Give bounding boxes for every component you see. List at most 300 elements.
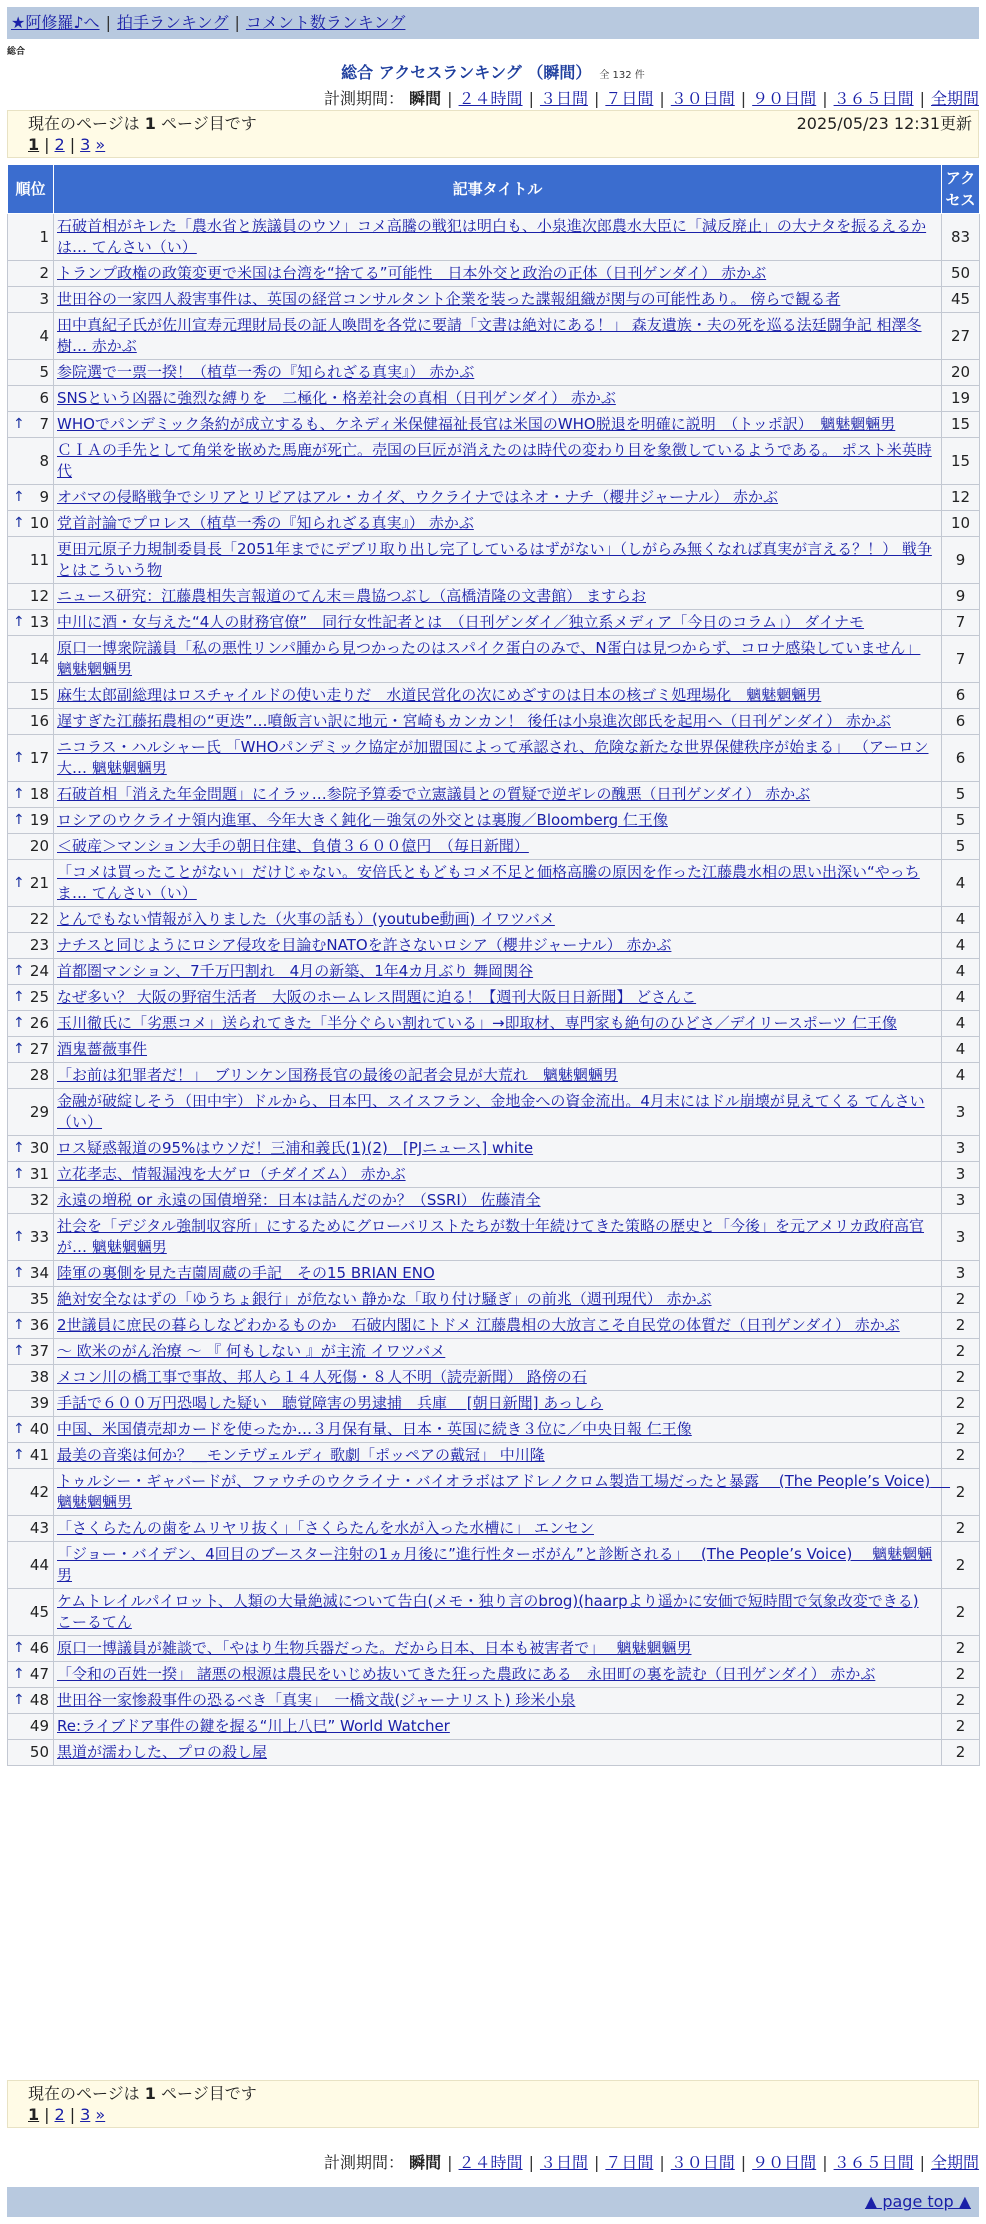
table-row — [8, 1339, 980, 1365]
title-cell — [54, 1714, 942, 1740]
period-option-365d[interactable]: ３６５日間 — [833, 2153, 914, 2172]
article-link[interactable]: とんでもない情報が入りました（火事の話も）(youtube動画) イワツバメ — [57, 910, 555, 928]
rank-cell — [8, 1636, 54, 1662]
rank-number: 45 — [29, 1602, 49, 1621]
rank-cell — [8, 610, 54, 636]
table-row — [8, 808, 980, 834]
table-row — [8, 584, 980, 610]
table-row — [8, 1089, 980, 1136]
article-link[interactable]: WHOでパンデミック条約が成立するも、ケネディ米保健福祉長官は米国のWHO脱退を明確に説明 （トッポ訳） 魑魅魍魎男 — [57, 415, 896, 433]
rank-number: 43 — [29, 1519, 49, 1537]
pager-bottom: 1 | 2 | 3 » — [28, 2105, 106, 2124]
title-cell — [54, 1443, 942, 1469]
rank-number: 23 — [29, 936, 49, 954]
table-row — [8, 261, 980, 287]
table-row — [8, 782, 980, 808]
article-link[interactable]: 石破首相「消えた年金問題」にイラッ…参院予算委で立憲議員との質疑で逆ギレの醜悪（日刊ゲンダイ） 赤かぶ — [57, 785, 811, 803]
rank-number: 18 — [29, 785, 49, 803]
rank-cell — [8, 537, 54, 584]
table-row — [8, 860, 980, 907]
rank-cell — [8, 1365, 54, 1391]
title-cell — [54, 610, 942, 636]
table-row — [8, 1391, 980, 1417]
article-link[interactable]: 参院選で一票一揆！（植草一秀の『知られざる真実』） 赤かぶ — [57, 363, 475, 381]
rank-number: 39 — [29, 1394, 49, 1412]
access-count: 2 — [942, 1391, 980, 1417]
rank-number: 14 — [29, 649, 49, 668]
access-count: 3 — [942, 1136, 980, 1162]
table-row — [8, 1516, 980, 1542]
table-row — [8, 1136, 980, 1162]
article-link[interactable]: 「コメは買ったことがない」だけじゃない。安倍氏ともどもコメ不足と価格高騰の原因を作った江藤農水相の思い出深い“やっちま… てんさい（い） — [57, 863, 920, 902]
rank-cell — [8, 1688, 54, 1714]
table-row — [8, 287, 980, 313]
title-cell — [54, 214, 942, 261]
article-link[interactable]: 陸軍の裏側を見た吉薗周蔵の手記 その15 BRIAN ENO — [57, 1264, 435, 1282]
period-option-3d[interactable]: ３日間 — [539, 89, 588, 108]
article-link[interactable]: ナチスと同じようにロシア侵攻を目論むNATOを許さないロシア（櫻井ジャーナル） 赤かぶ — [57, 936, 672, 954]
table-row — [8, 1662, 980, 1688]
access-count: 5 — [942, 808, 980, 834]
article-link[interactable]: ニコラス・ハルシャー氏 「WHOパンデミック協定が加盟国によって承認され、危険な新たな世界保健秩序が始まる」 （アーロン大… 魑魅魍魎男 — [57, 738, 929, 777]
rank-cell — [8, 709, 54, 735]
article-link[interactable]: 「お前は犯罪者だ！」 ブリンケン国務長官の最後の記者会見が大荒れ 魑魅魍魎男 — [57, 1066, 618, 1084]
title-cell — [54, 537, 942, 584]
article-count: 全 132 件 — [599, 70, 645, 81]
rank-up-arrow-icon: ↑ — [13, 489, 25, 505]
title-cell — [54, 1011, 942, 1037]
rank-cell — [8, 584, 54, 610]
article-link[interactable]: 世田谷の一家四人殺害事件は、英国の経営コンサルタント企業を装った諜報組織が関与の可能性あり。 傍らで観る者 — [57, 290, 841, 308]
period-option-3d[interactable]: ３日間 — [539, 2153, 588, 2172]
access-count: 2 — [942, 1339, 980, 1365]
title-cell — [54, 1589, 942, 1636]
rank-number: 29 — [29, 1102, 49, 1121]
rank-cell — [8, 1469, 54, 1516]
title-cell — [54, 1469, 951, 1516]
article-link[interactable]: 「さくらたんの歯をムリヤリ抜く」「さくらたんを水が入った水槽に」 エンセン — [57, 1519, 594, 1537]
access-count: 6 — [942, 735, 980, 782]
access-count: 10 — [942, 511, 980, 537]
nav-home-link[interactable]: ★阿修羅♪へ — [11, 13, 100, 32]
article-link[interactable]: ロシアのウクライナ領内進軍、今年大きく鈍化－強気の外交とは裏腹／Bloomberg 仁王像 — [57, 811, 668, 829]
rank-up-arrow-icon: ↑ — [13, 1447, 25, 1463]
title-cell — [54, 1542, 942, 1589]
rank-number: 6 — [39, 389, 49, 407]
rank-up-arrow-icon: ↑ — [13, 1041, 25, 1057]
article-link[interactable]: 石破首相がキレた「農水省と族議員のウソ」コメ高騰の戦犯は明白も、小泉進次郎農水大臣に「減反廃止」の大ナタを振るえるかは… てんさい（い） — [57, 217, 927, 256]
access-count: 5 — [942, 782, 980, 808]
pager-next[interactable]: » — [95, 2105, 106, 2124]
title-cell — [54, 985, 942, 1011]
rank-up-arrow-icon: ↑ — [13, 1343, 25, 1359]
table-row — [8, 1740, 980, 1766]
article-link[interactable]: 中川に酒・女与えた“4人の財務官僚” 同行女性記者とは （日刊ゲンダイ／独立系メディア「今日のコラム」） ダイナモ — [57, 613, 865, 631]
rank-number: 13 — [29, 613, 49, 631]
table-row — [8, 1714, 980, 1740]
table-row — [8, 1037, 980, 1063]
title-cell — [54, 386, 942, 412]
title-cell — [54, 683, 942, 709]
rank-cell — [8, 261, 54, 287]
access-count: 9 — [942, 537, 980, 584]
article-link[interactable]: 2世議員に庶民の暮らしなどわかるものか 石破内閣にトドメ 江藤農相の大放言こそ自民党の体質だ（日刊ゲンダイ） 赤かぶ — [57, 1316, 900, 1334]
rank-cell — [8, 1516, 54, 1542]
rank-number: 36 — [29, 1316, 49, 1334]
updated-timestamp: 2025/05/23 12:31更新 — [796, 114, 972, 133]
access-count: 3 — [942, 1162, 980, 1188]
article-link[interactable]: 党首討論でプロレス（植草一秀の『知られざる真実』） 赤かぶ — [57, 514, 474, 532]
pager-page-2[interactable]: 2 — [54, 2105, 65, 2124]
rank-number: 21 — [29, 873, 49, 892]
table-row — [8, 610, 980, 636]
access-count: 5 — [942, 834, 980, 860]
pager-page-2[interactable]: 2 — [54, 135, 65, 154]
title-cell — [54, 636, 942, 683]
table-row — [8, 360, 980, 386]
access-count: 3 — [942, 1261, 980, 1287]
pager-current: 1 — [28, 135, 40, 154]
title-cell — [54, 1636, 942, 1662]
access-count: 2 — [942, 1688, 980, 1714]
rank-up-arrow-icon: ↑ — [13, 749, 25, 766]
table-row — [8, 735, 980, 782]
pager-current: 1 — [28, 2105, 40, 2124]
rank-cell — [8, 214, 54, 261]
rank-number: 41 — [29, 1446, 49, 1464]
access-count: 7 — [942, 636, 980, 683]
access-count: 7 — [942, 610, 980, 636]
access-count: 3 — [942, 1214, 980, 1261]
rank-number: 7 — [39, 415, 49, 433]
nav-separator: | — [105, 13, 111, 32]
rank-up-arrow-icon: ↑ — [13, 416, 25, 432]
table-row — [8, 933, 980, 959]
title-cell — [54, 834, 942, 860]
article-link[interactable]: オバマの侵略戦争でシリアとリビアはアル・カイダ、ウクライナではネオ・ナチ（櫻井ジャーナル） 赤かぶ — [57, 488, 779, 506]
access-count: 4 — [942, 907, 980, 933]
period-option-30d[interactable]: ３０日間 — [670, 89, 735, 108]
article-link[interactable]: トゥルシー・ギャバードが、ファウチのウクライナ・バイオラボはアドレノクロム製造工場だったと暴露 (The People’s Voice) 魑魅魍魎男 — [57, 1472, 951, 1511]
rank-cell — [8, 1443, 54, 1469]
rank-number: 24 — [29, 962, 49, 980]
rank-up-arrow-icon: ↑ — [13, 1166, 25, 1182]
title-cell — [54, 261, 942, 287]
period-selector-bottom: 計測期間： 瞬間 | ２４時間 | ３日間 | ７日間 | ３０日間 | ９０日間 | ３６５日間 | 全期間 — [324, 2153, 979, 2172]
rank-number: 19 — [29, 811, 49, 829]
access-count: 4 — [942, 1037, 980, 1063]
table-row — [8, 1313, 980, 1339]
rank-number: 8 — [39, 451, 49, 470]
rank-up-arrow-icon: ↑ — [13, 1140, 25, 1156]
rank-cell — [8, 985, 54, 1011]
rank-cell — [8, 808, 54, 834]
rank-cell — [8, 313, 54, 360]
rank-number: 34 — [29, 1264, 49, 1282]
rank-cell — [8, 933, 54, 959]
table-row — [8, 959, 980, 985]
rank-cell — [8, 1136, 54, 1162]
period-current: 瞬間 — [409, 2153, 442, 2172]
rank-cell — [8, 360, 54, 386]
article-link[interactable]: SNSという凶器に強烈な縛りを 二極化・格差社会の真相（日刊ゲンダイ） 赤かぶ — [57, 389, 616, 407]
title-cell — [54, 1417, 942, 1443]
rank-number: 15 — [29, 686, 49, 704]
rank-cell — [8, 1391, 54, 1417]
article-link[interactable]: 「ジョー・バイデン、4回目のブースター注射の1ヵ月後に”進行性ターボがん”と診断される」 (The People’s Voice) 魑魅魍魎男 — [57, 1545, 933, 1584]
rank-number: 49 — [29, 1717, 49, 1735]
title-cell — [54, 1261, 942, 1287]
rank-number: 4 — [39, 326, 49, 345]
rank-cell — [8, 907, 54, 933]
rank-number: 16 — [29, 712, 49, 730]
table-row — [8, 709, 980, 735]
rank-cell — [8, 1261, 54, 1287]
rank-up-arrow-icon: ↑ — [13, 1666, 25, 1682]
title-cell — [54, 438, 942, 485]
table-row — [8, 1417, 980, 1443]
title-cell — [54, 1365, 942, 1391]
rank-number: 35 — [29, 1290, 49, 1308]
article-link[interactable]: 更田元原子力規制委員長「2051年までにデブリ取り出し完了しているはずがない」（しがらみ無くなれば真実が言える？！） 戦争とはこういう物 — [57, 540, 932, 579]
rank-number: 10 — [29, 514, 49, 532]
article-link[interactable]: 田中真紀子氏が佐川宣寿元理財局長の証人喚問を各党に要請「文書は絶対にある！」 森友遺族・夫の死を巡る法廷闘争記 相澤冬樹… 赤かぶ — [57, 316, 922, 355]
title-cell — [54, 412, 942, 438]
article-link[interactable]: ロス疑惑報道の95%はウソだ！三浦和義氏(1)(2) [PJニュース] white — [57, 1139, 534, 1157]
rank-number: 26 — [29, 1014, 49, 1032]
article-link[interactable]: ＜破産＞マンション大手の朝日住建、負債３６００億円 （毎日新聞） — [57, 837, 529, 855]
rank-up-arrow-icon: ↑ — [13, 1640, 25, 1656]
title-cell — [54, 735, 942, 782]
article-link[interactable]: 社会を「デジタル強制収容所」にするためにグローバリストたちが数十年続けてきた策略の歴史と「今後」を元アメリカ政府高官が… 魑魅魍魎男 — [57, 1217, 925, 1256]
title-cell — [54, 1089, 942, 1136]
page-title — [0, 60, 986, 83]
title-cell — [54, 1162, 942, 1188]
rank-up-arrow-icon: ↑ — [13, 963, 25, 979]
rank-cell — [8, 782, 54, 808]
period-option-365d[interactable]: ３６５日間 — [833, 89, 914, 108]
footer-bar — [7, 2187, 979, 2217]
article-link[interactable]: 中国、米国債売却カードを使ったか…３月保有量、日本・英国に続き３位に／中央日報 仁王像 — [57, 1420, 692, 1438]
article-link[interactable]: 遅すぎた江藤拓農相の“更迭”…噴飯言い訳に地元・宮崎もカンカン！ 後任は小泉進次郎氏を起用へ（日刊ゲンダイ） 赤かぶ — [57, 712, 891, 730]
period-option-30d[interactable]: ３０日間 — [670, 2153, 735, 2172]
article-link[interactable]: トランプ政権の政策変更で米国は台湾を“捨てる”可能性 日本外交と政治の正体（日刊ゲンダイ） 赤かぶ — [57, 264, 767, 282]
section-label: 総合 — [7, 47, 26, 57]
access-count: 83 — [942, 214, 980, 261]
article-link[interactable]: 世田谷一家惨殺事件の恐るべき「真実」 一橋文哉(ジャーナリスト) 珍米小泉 — [57, 1691, 576, 1709]
rank-number: 17 — [29, 748, 49, 767]
table-row — [8, 1688, 980, 1714]
access-count: 2 — [942, 1417, 980, 1443]
rank-up-arrow-icon: ↑ — [13, 1265, 25, 1281]
period-option-all[interactable]: 全期間 — [930, 89, 979, 108]
rank-number: 9 — [39, 488, 49, 506]
rank-up-arrow-icon: ↑ — [13, 1692, 25, 1708]
rank-number: 48 — [29, 1691, 49, 1709]
rank-cell — [8, 1417, 54, 1443]
period-option-all[interactable]: 全期間 — [930, 2153, 979, 2172]
rank-cell — [8, 1714, 54, 1740]
table-header-row — [8, 165, 980, 214]
title-cell — [54, 313, 942, 360]
pager-top: 1 | 2 | 3 » — [28, 135, 106, 154]
period-option-24h[interactable]: ２４時間 — [458, 89, 523, 108]
title-cell — [54, 1214, 942, 1261]
access-count: 3 — [942, 1089, 980, 1136]
article-link[interactable]: メコン川の橋工事で事故、邦人ら１４人死傷・８人不明（読売新聞） 路傍の石 — [57, 1368, 587, 1386]
page-top-link[interactable]: ▲ page top ▲ — [864, 2192, 971, 2211]
access-count: 4 — [942, 985, 980, 1011]
rank-up-arrow-icon: ↑ — [13, 1317, 25, 1333]
title-cell — [54, 485, 942, 511]
article-link[interactable]: 金融が破綻しそう（田中宇）ドルから、日本円、スイスフラン、金地金への資金流出。4月末にはドル崩壊が見えてくる てんさい（い） — [57, 1092, 925, 1131]
rank-cell — [8, 1542, 54, 1589]
page-title-text: 総合 アクセスランキング （瞬間） — [341, 63, 592, 82]
rank-number: 32 — [29, 1191, 49, 1209]
nav-comment-ranking-link[interactable]: コメント数ランキング — [245, 13, 406, 32]
rank-up-arrow-icon: ↑ — [13, 874, 25, 891]
header-title: 記事タイトル — [54, 165, 942, 214]
table-row — [8, 313, 980, 360]
table-row — [8, 1188, 980, 1214]
rank-cell — [8, 1089, 54, 1136]
article-link[interactable]: 酒鬼薔薇事件 — [57, 1040, 148, 1058]
rank-cell — [8, 287, 54, 313]
header-rank: 順位 — [8, 165, 54, 214]
table-row — [8, 636, 980, 683]
table-row — [8, 1162, 980, 1188]
pager-page-3[interactable]: 3 — [80, 135, 91, 154]
article-link[interactable]: 首都圏マンション、7千万円割れ 4月の新築、1年4カ月ぶり 舞岡関谷 — [57, 962, 534, 980]
table-row — [8, 834, 980, 860]
article-link[interactable]: 原口一博議員が雑談で、「やはり生物兵器だった。だから日本、日本も被害者で」 魑魅魍魎男 — [57, 1639, 692, 1657]
article-link[interactable]: 最美の音楽は何か？＿モンテヴェルディ 歌劇「ポッペアの戴冠」 中川隆 — [57, 1446, 545, 1464]
rank-number: 40 — [29, 1420, 49, 1438]
rank-cell — [8, 959, 54, 985]
rank-cell — [8, 735, 54, 782]
period-option-7d[interactable]: ７日間 — [605, 2153, 654, 2172]
article-link[interactable]: ニュース研究：江藤農相失言報道のてん末＝農協つぶし（高橋清隆の文書館） ますらお — [57, 587, 647, 605]
title-cell — [54, 808, 942, 834]
access-count: 4 — [942, 1063, 980, 1089]
rank-cell — [8, 1662, 54, 1688]
rank-up-arrow-icon: ↑ — [13, 786, 25, 802]
title-cell — [54, 584, 942, 610]
rank-cell — [8, 1037, 54, 1063]
article-link[interactable]: 原口一博衆院議員「私の悪性リンパ腫から見つかったのはスパイク蛋白のみで、N蛋白は見つからず、コロナ感染していません」 魑魅魍魎男 — [57, 639, 921, 678]
page-info-top — [7, 110, 979, 158]
table-row — [8, 1261, 980, 1287]
table-row — [8, 1443, 980, 1469]
table-row — [8, 511, 980, 537]
ranking-table — [7, 164, 980, 1766]
pager-page-3[interactable]: 3 — [80, 2105, 91, 2124]
article-link[interactable]: 玉川徹氏に「劣悪コメ」送られてきた「半分ぐらい割れている」→即取材、専門家も絶句のひどさ／デイリースポーツ 仁王像 — [57, 1014, 897, 1032]
title-cell — [54, 1740, 942, 1766]
access-count: 3 — [942, 1188, 980, 1214]
rank-up-arrow-icon: ↑ — [13, 515, 25, 531]
rank-number: 28 — [29, 1066, 49, 1084]
title-cell — [54, 360, 942, 386]
period-option-24h[interactable]: ２４時間 — [458, 2153, 523, 2172]
article-link[interactable]: ～ 欧米のがん治療 ～ 『 何もしない 』が主流 イワツバメ — [57, 1342, 446, 1360]
access-count: 45 — [942, 287, 980, 313]
table-row — [8, 1589, 980, 1636]
pager-next[interactable]: » — [95, 135, 106, 154]
rank-cell — [8, 1214, 54, 1261]
rank-up-arrow-icon: ↑ — [13, 812, 25, 828]
period-option-7d[interactable]: ７日間 — [605, 89, 654, 108]
access-count: 50 — [942, 261, 980, 287]
article-link[interactable]: 「令和の百姓一揆」 諸悪の根源は農民をいじめ抜いてきた狂った農政にある 永田町の裏を読む（日刊ゲンダイ） 赤かぶ — [57, 1665, 876, 1683]
access-count: 20 — [942, 360, 980, 386]
table-row — [8, 485, 980, 511]
article-link[interactable]: 永遠の増税 or 永遠の国債増発：日本は詰んだのか？（SSRI） 佐藤清全 — [57, 1191, 541, 1209]
rank-number: 33 — [29, 1227, 49, 1246]
table-row — [8, 412, 980, 438]
article-link[interactable]: 黒道が濡わした、プロの殺し屋 — [57, 1743, 268, 1761]
article-link[interactable]: ＣＩＡの手先として角栄を嵌めた馬鹿が死亡。売国の巨匠が消えたのは時代の変わり目を象徴しているようである。 ポスト米英時代 — [57, 441, 932, 480]
table-row — [8, 1636, 980, 1662]
rank-cell — [8, 1589, 54, 1636]
title-cell — [54, 1339, 942, 1365]
article-link[interactable]: 麻生太郎副総理はロスチャイルドの使い走りだ 水道民営化の次にめざすのは日本の核ゴミ処理場化 魑魅魍魎男 — [57, 686, 822, 704]
rank-cell — [8, 1740, 54, 1766]
period-option-90d[interactable]: ９０日間 — [752, 89, 817, 108]
rank-number: 31 — [29, 1165, 49, 1183]
rank-up-arrow-icon: ↑ — [13, 1015, 25, 1031]
rank-cell — [8, 438, 54, 485]
nav-clap-ranking-link[interactable]: 拍手ランキング — [116, 13, 229, 32]
rank-number: 5 — [39, 363, 49, 381]
rank-up-arrow-icon: ↑ — [13, 989, 25, 1005]
access-count: 19 — [942, 386, 980, 412]
rank-number: 2 — [39, 264, 49, 282]
rank-up-arrow-icon: ↑ — [13, 1421, 25, 1437]
period-selector-top: 計測期間： 瞬間 | ２４時間 | ３日間 | ７日間 | ３０日間 | ９０日間 | ３６５日間 | 全期間 — [324, 89, 979, 108]
rank-number: 12 — [29, 587, 49, 605]
table-row — [8, 985, 980, 1011]
table-row — [8, 1011, 980, 1037]
title-cell — [54, 1516, 942, 1542]
article-link[interactable]: 手話で６００万円恐喝した疑い 聴覚障害の男逮捕 兵庫 [朝日新聞] あっしら — [57, 1394, 604, 1412]
rank-number: 37 — [29, 1342, 49, 1360]
access-count: 2 — [942, 1589, 980, 1636]
article-link[interactable]: 絶対安全なはずの「ゆうちょ銀行」が危ない 静かな「取り付け騒ぎ」の前兆（週刊現代） 赤かぶ — [57, 1290, 712, 1308]
access-count: 2 — [942, 1516, 980, 1542]
rank-number: 22 — [29, 910, 49, 928]
title-cell — [54, 1136, 942, 1162]
rank-cell — [8, 1063, 54, 1089]
article-link[interactable]: なぜ多い？ 大阪の野宿生活者 大阪のホームレス問題に迫る！【週刊大阪日日新聞】 どさんこ — [57, 988, 697, 1006]
title-cell — [54, 1662, 942, 1688]
period-option-90d[interactable]: ９０日間 — [752, 2153, 817, 2172]
access-count: 4 — [942, 1011, 980, 1037]
article-link[interactable]: Re:ライブドア事件の鍵を握る“川上八巳” World Watcher — [57, 1717, 450, 1735]
rank-number: 38 — [29, 1368, 49, 1386]
rank-cell — [8, 386, 54, 412]
rank-number: 3 — [39, 290, 49, 308]
rank-cell — [8, 1287, 54, 1313]
article-link[interactable]: 立花孝志、情報漏洩を大ゲロ（チダイズム） 赤かぶ — [57, 1165, 406, 1183]
page-status-bottom: 現在のページは 1 ページ目です — [28, 2084, 257, 2103]
title-cell — [54, 1313, 942, 1339]
rank-cell — [8, 1188, 54, 1214]
rank-cell — [8, 1339, 54, 1365]
article-link[interactable]: ケムトレイルパイロット、人類の大量絶滅について告白(メモ・独り言のbrog)(haarpより遥かに安価で短時間で気象改変できる) こーるてん — [57, 1592, 919, 1631]
rank-number: 25 — [29, 988, 49, 1006]
table-row — [8, 1469, 980, 1516]
